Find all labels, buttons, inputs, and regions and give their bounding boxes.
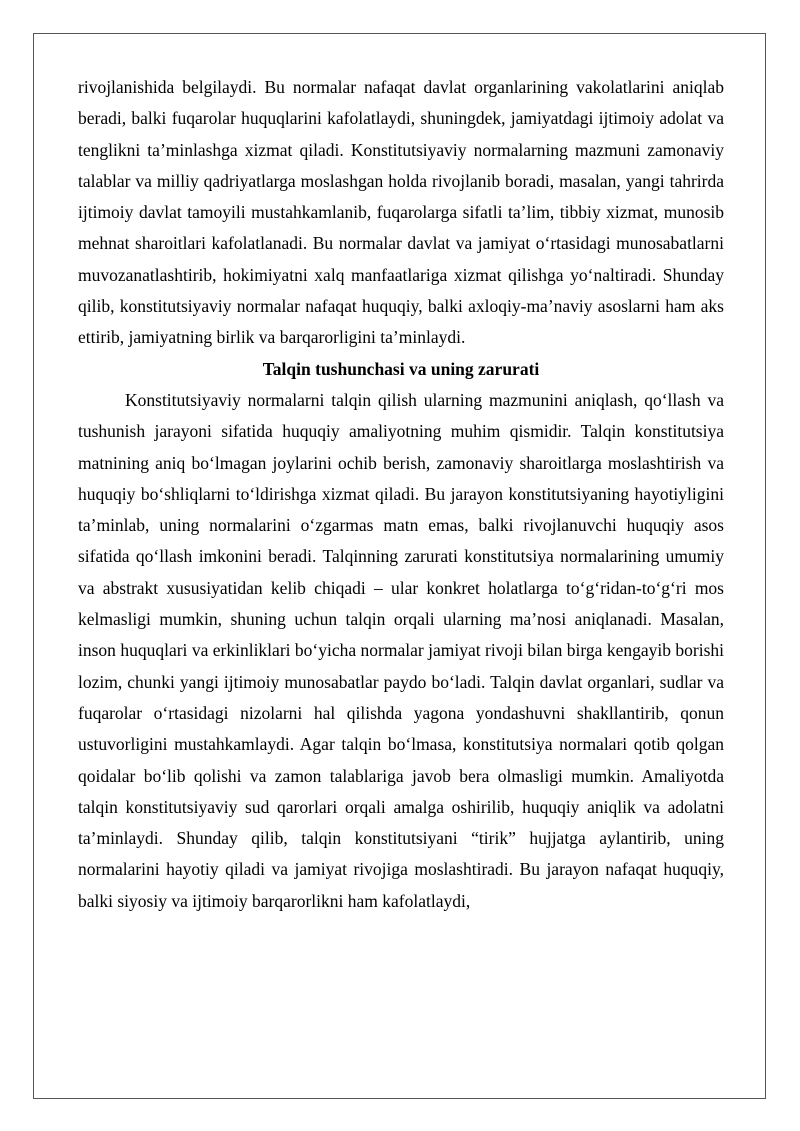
paragraph-talqin: Konstitutsiyaviy normalarni talqin qilish ularning mazmunini aniqlash, qo‘llash va tushunish jarayoni sifatida huquqiy amaliyotning muhim qismidir. Talqin konstitutsiya matnining aniq bo‘lmagan joylarini ochib berish, zamonaviy sharoitlarga moslashtirish va huquqiy bo‘shliqlarni to‘ldirishga xizmat qiladi. Bu jarayon konstitutsiyaning hayotiyligini ta’minlab, uning normalarini o‘zgarmas matn emas, balki rivojlanuvchi huquqiy asos sifatida qo‘llash imkonini beradi. Talqinning zarurati konstitutsiya normalarining umumiy va abstrakt xususiyatidan kelib chiqadi – ular konkret holatlarga to‘g‘ridan-to‘g‘ri mos kelmasligi mumkin, shuning uchun talqin orqali ularning ma’nosi aniqlanadi. Masalan, inson huquqlari va erkinliklari bo‘yicha normalar jamiyat rivoji bilan birga kengayib borishi lozim, chunki yangi ijtimoiy munosabatlar paydo bo‘ladi. Talqin davlat organlari, sudlar va fuqarolar o‘rtasidagi nizolarni hal qilishda yagona yondashuvni shakllantirib, qonun ustuvorligini mustahkamlaydi. Agar talqin bo‘lmasa, konstitutsiya normalari qotib qolgan qoidalar bo‘lib qolishi va zamon talablariga javob bera olmasligi mumkin. Amaliyotda talqin konstitutsiyaviy sud qarorlari orqali amalga oshirilib, huquqiy aniqlik va adolatni ta’minlaydi. Shunday qilib, talqin konstitutsiyani “tirik” hujjatga aylantirib, uning normalarini hayotiy qiladi va jamiyat rivojiga moslashtiradi. Bu jarayon nafaqat huquqiy, balki siyosiy va ijtimoiy barqarorlikni ham kafolatlaydi, [78, 389, 724, 911]
document-body [78, 72, 724, 917]
section-heading: Talqin tushunchasi va uning zarurati [262, 358, 540, 379]
paragraph-continued: rivojlanishida belgilaydi. Bu normalar nafaqat davlat organlarining vakolatlarini aniqlab beradi, balki fuqarolar huquqlarini kafolatlaydi, shuningdek, jamiyatdagi ijtimoiy adolat va tenglikni ta’minlashga xizmat qiladi. Konstitutsiyaviy normalarning mazmuni zamonaviy talablar va milliy qadriyatlarga moslashgan holda rivojlanib boradi, masalan, yangi tahrirda ijtimoiy davlat tamoyili mustahkamlanib, fuqarolarga sifatli ta’lim, tibbiy xizmat, munosib mehnat sharoitlari kafolatlanadi. Bu normalar davlat va jamiyat o‘rtasidagi munosabatlarni muvozanatlashtirib, hokimiyatni xalq manfaatlariga xizmat qilishga yo‘naltiradi. Shunday qilib, konstitutsiyaviy normalar nafaqat huquqiy, balki axloqiy-ma’naviy asoslarni ham aks ettirib, jamiyatning birlik va barqarorligini ta’minlaydi. [78, 77, 724, 348]
